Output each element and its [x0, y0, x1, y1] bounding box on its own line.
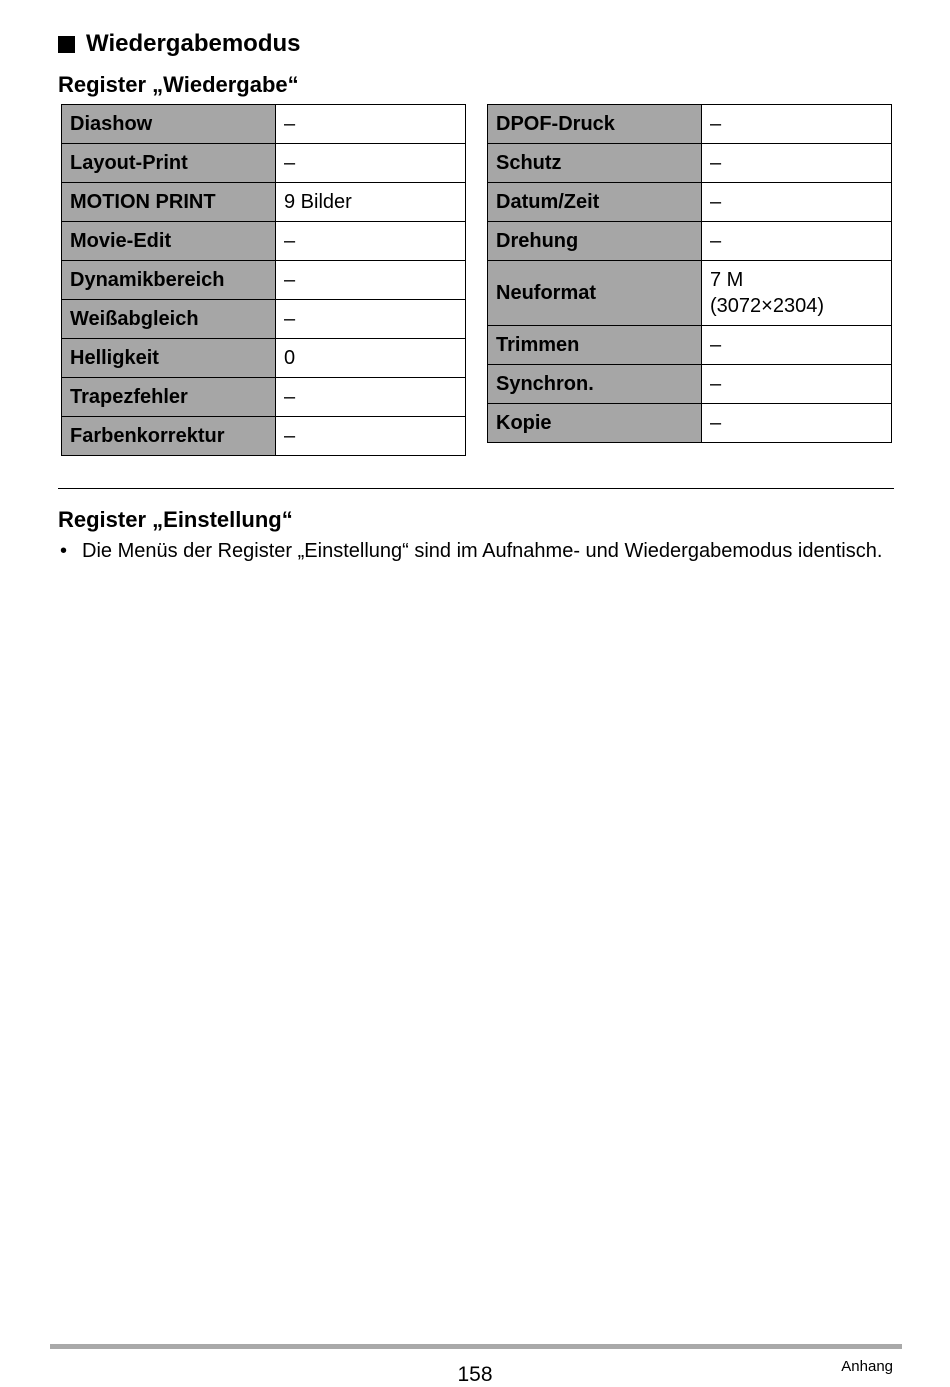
setting-value: – — [276, 105, 466, 144]
setting-name: Dynamikbereich — [62, 261, 276, 300]
table-row — [488, 222, 892, 261]
setting-name: Layout-Print — [62, 144, 276, 183]
setting-value: – — [702, 365, 892, 404]
setting-value-line-1: 7 M — [710, 269, 744, 291]
footer-bar — [50, 1344, 902, 1349]
setting-value: – — [702, 183, 892, 222]
table-row — [488, 183, 892, 222]
setting-value: – — [276, 261, 466, 300]
setting-name: Neuformat — [488, 261, 702, 326]
setting-name: Synchron. — [488, 365, 702, 404]
setting-value: – — [702, 222, 892, 261]
square-bullet-icon — [58, 36, 75, 53]
setting-name: Diashow — [62, 105, 276, 144]
setting-value: – — [276, 222, 466, 261]
section-title-text: Wiedergabemodus — [86, 30, 301, 57]
table-row — [488, 105, 892, 144]
setting-name: Trimmen — [488, 326, 702, 365]
setting-value: – — [702, 404, 892, 443]
setting-value — [702, 261, 892, 326]
setting-name: DPOF-Druck — [488, 105, 702, 144]
table-row — [62, 261, 466, 300]
setting-name: Kopie — [488, 404, 702, 443]
table-row — [62, 105, 466, 144]
table-row — [488, 365, 892, 404]
setting-value: 9 Bilder — [276, 183, 466, 222]
setting-name: Trapezfehler — [62, 378, 276, 417]
table-row — [488, 144, 892, 183]
setting-value-line-2: (3072×2304) — [710, 295, 824, 317]
table-row — [62, 183, 466, 222]
setting-name: Datum/Zeit — [488, 183, 702, 222]
setting-name: Schutz — [488, 144, 702, 183]
footer-label: Anhang — [841, 1358, 893, 1375]
setting-name: Weißabgleich — [62, 300, 276, 339]
setting-value: 0 — [276, 339, 466, 378]
setting-value: – — [276, 417, 466, 456]
bullet-item — [60, 538, 890, 565]
wiedergabe-settings-table-right — [487, 104, 892, 443]
section-divider — [58, 488, 894, 489]
page-number: 158 — [457, 1363, 493, 1386]
setting-value: – — [702, 144, 892, 183]
setting-name: Drehung — [488, 222, 702, 261]
table-row — [62, 378, 466, 417]
table-row — [488, 261, 892, 326]
table-row — [62, 222, 466, 261]
table-row — [62, 417, 466, 456]
register-einstellung-heading: Register „Einstellung“ — [58, 507, 293, 532]
table-row — [488, 326, 892, 365]
setting-value: – — [276, 300, 466, 339]
setting-name: MOTION PRINT — [62, 183, 276, 222]
table-row — [62, 144, 466, 183]
setting-name: Farbenkorrektur — [62, 417, 276, 456]
wiedergabe-settings-table-left — [61, 104, 466, 456]
setting-value: – — [276, 378, 466, 417]
setting-value: – — [702, 105, 892, 144]
bullet-dot: • — [60, 540, 68, 562]
table-row — [62, 300, 466, 339]
setting-value: – — [702, 326, 892, 365]
register-wiedergabe-heading: Register „Wiedergabe“ — [58, 72, 299, 97]
table-row — [62, 339, 466, 378]
table-row — [488, 404, 892, 443]
setting-value: – — [276, 144, 466, 183]
setting-name: Helligkeit — [62, 339, 276, 378]
bullet-text: Die Menüs der Register „Einstellung“ sind im Aufnahme- und Wiedergabemodus identisch. — [82, 540, 883, 562]
section-title — [58, 30, 301, 58]
setting-name: Movie-Edit — [62, 222, 276, 261]
